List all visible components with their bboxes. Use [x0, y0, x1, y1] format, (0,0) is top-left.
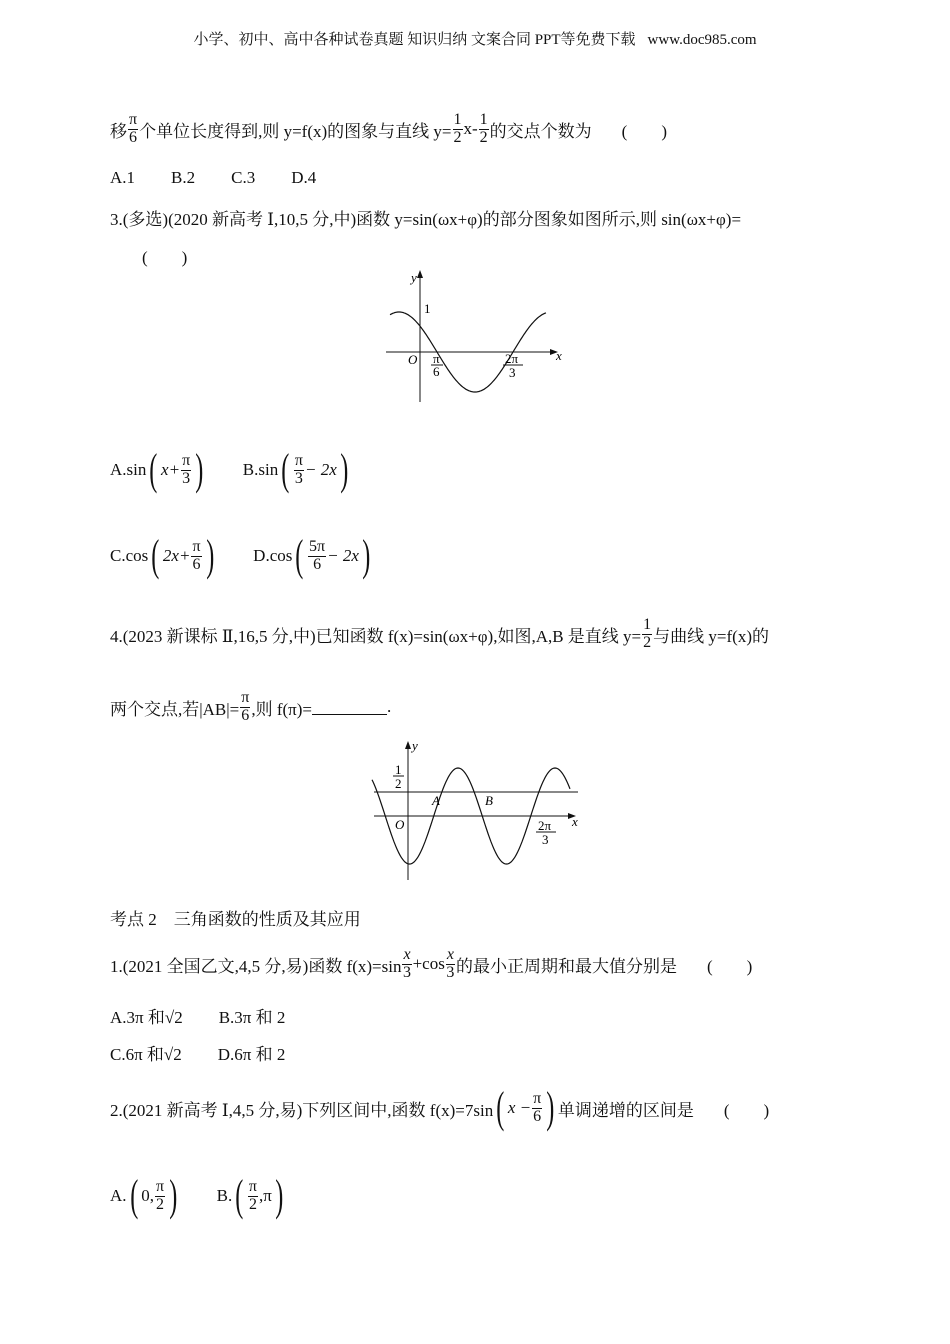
den: 2	[479, 128, 488, 146]
text: 单调递增的区间是	[557, 1100, 694, 1120]
fraction	[402, 947, 411, 982]
fraction	[642, 617, 652, 652]
den: 2	[155, 1195, 164, 1213]
section-title	[110, 905, 361, 930]
s1-options-cd	[110, 1040, 285, 1065]
option-c: C.6π 和√2	[110, 1045, 182, 1064]
fraction	[155, 1179, 165, 1214]
fraction	[248, 1179, 258, 1214]
q3-options-cd: C.cos ( 2x+ $\frac{\pi}{6}$ ) D.cos ( $\frac{5\pi}{6}$ − 2x )	[110, 531, 371, 580]
tick-half-num: 1	[395, 762, 402, 777]
y-arrow-icon	[405, 741, 411, 749]
den: 3	[446, 963, 455, 981]
text: x-	[463, 119, 478, 139]
num: 5π	[309, 537, 326, 555]
den: 6	[533, 1107, 542, 1125]
y-arrow-icon	[417, 270, 423, 278]
num: π	[241, 689, 250, 706]
answer-blank: ( )	[142, 248, 188, 267]
fraction	[308, 539, 326, 574]
y-label: y	[411, 270, 417, 285]
text: 的最小正周期和最大值分别是	[455, 956, 677, 976]
point-b-label: B	[485, 793, 493, 808]
q3-graph	[386, 270, 562, 402]
fraction	[240, 690, 250, 725]
option-a: A.3π 和√2	[110, 1008, 183, 1027]
header-site[interactable]: www.doc985.com	[647, 32, 757, 48]
den: 2	[453, 128, 462, 146]
q4-graph	[372, 738, 578, 880]
text: 1.(2021 全国乙文,4,5 分,易)函数 f(x)=sin	[110, 956, 402, 976]
text: .	[387, 697, 392, 717]
fraction	[294, 453, 304, 488]
option-b: B.	[216, 1186, 233, 1205]
text: 两个交点,若|AB|=	[110, 699, 240, 719]
num: π	[294, 451, 303, 469]
q3-options-ab: A.sin ( x+ $\frac{\pi}{3}$ ) B.sin ( $\frac{\pi}{3}$ − 2x )	[110, 445, 349, 494]
option-d: D.4	[291, 168, 317, 187]
s1-stem	[110, 947, 752, 982]
text: 与曲线 y=f(x)的	[653, 626, 769, 646]
den: 3	[294, 469, 303, 487]
den: 2	[643, 633, 652, 651]
tick-half-den: 2	[395, 776, 402, 791]
text: 个单位长度得到,则 y=f(x)的图象与直线 y=	[139, 121, 452, 141]
option-a: A.1	[110, 168, 136, 187]
option-a: A.	[110, 1186, 127, 1205]
fraction	[446, 947, 455, 982]
den: 6	[241, 706, 250, 724]
den: 3	[182, 469, 191, 487]
num: π	[182, 451, 191, 469]
option-b: B.2	[171, 168, 196, 187]
text: 移	[110, 121, 127, 141]
option-a: A.sin	[110, 460, 147, 479]
header-text: 小学、初中、高中各种试卷真题 知识归纳 文案合同 PPT等免费下载	[193, 32, 636, 48]
text: 0,	[141, 1186, 154, 1205]
num: x	[446, 946, 454, 963]
fraction	[181, 453, 191, 488]
tick-pi6-den: 6	[433, 364, 440, 379]
s2-stem: 2.(2021 新高考 Ⅰ,4,5 分,易)下列区间中,函数 f(x)=7sin ( x − $\frac{\pi}{6}$ ) 单调递增的区间是 ( )	[110, 1083, 770, 1132]
option-c: C.cos	[110, 546, 149, 565]
num: π	[533, 1089, 542, 1107]
answer-blank: ( )	[621, 121, 667, 141]
text: 2x+	[162, 546, 191, 565]
origin-label: O	[408, 352, 418, 367]
s1-options-ab	[110, 1003, 285, 1028]
num: 1	[453, 111, 462, 128]
den: 6	[313, 555, 322, 573]
origin-label: O	[395, 817, 405, 832]
tick-pi6-num: π	[433, 351, 440, 366]
text: − 2x	[327, 546, 359, 565]
num: 1	[643, 616, 652, 633]
text: x+	[161, 460, 181, 479]
option-c: C.3	[231, 168, 256, 187]
x-label: x	[572, 814, 578, 829]
x-label: x	[556, 348, 562, 363]
fraction	[191, 539, 201, 574]
num: x	[403, 946, 411, 963]
text: − 2x	[304, 460, 337, 479]
option-b: B.sin	[242, 460, 279, 479]
point-a-label: A	[432, 793, 440, 808]
den: 3	[403, 963, 412, 981]
text: 2.(2021 新高考 Ⅰ,4,5 分,易)下列区间中,函数 f(x)=7sin	[110, 1100, 494, 1120]
tick-2pi3-den: 3	[542, 832, 549, 847]
num: π	[129, 111, 138, 128]
q4-line1	[110, 617, 769, 652]
text: 4.(2023 新课标 Ⅱ,16,5 分,中)已知函数 f(x)=sin(ωx+φ),如图,A,B 是直线 y=	[110, 626, 642, 646]
text: ,则 f(π)=	[251, 699, 312, 719]
num: π	[155, 1177, 165, 1195]
den: 6	[192, 555, 201, 573]
num: 1	[479, 111, 488, 128]
answer-blank[interactable]	[312, 700, 387, 715]
text: 的交点个数为	[489, 121, 592, 141]
s2-options-ab: A. ( 0, $\frac{\pi}{2}$ ) B. ( $\frac{\pi}{2}$ ,π )	[110, 1171, 284, 1220]
y-label: y	[412, 738, 418, 753]
option-d: D.cos	[253, 546, 293, 565]
den: 6	[129, 128, 138, 146]
num: π	[192, 537, 201, 555]
text: 3.(多选)(2020 新高考 Ⅰ,10,5 分,中)函数 y=sin(ωx+φ)的部分图象如图所示,则 sin(ωx+φ)=	[110, 210, 742, 229]
text: x −	[507, 1098, 532, 1117]
text: ,π	[259, 1186, 272, 1205]
tick-2pi3-num: 2π	[538, 818, 552, 833]
tick-2pi3-num: 2π	[505, 351, 519, 366]
tick-2pi3-den: 3	[509, 365, 516, 380]
option-b: B.3π 和 2	[218, 1008, 286, 1027]
text: +cos	[412, 954, 445, 974]
q4-line2	[110, 690, 391, 725]
den: 2	[248, 1195, 257, 1213]
tick-1: 1	[424, 301, 431, 316]
fraction	[532, 1091, 542, 1126]
answer-blank: ( )	[723, 1100, 770, 1120]
option-d: D.6π 和 2	[217, 1045, 286, 1064]
num: π	[248, 1177, 257, 1195]
answer-blank: ( )	[706, 956, 753, 976]
text: 考点 2 三角函数的性质及其应用	[110, 910, 361, 929]
